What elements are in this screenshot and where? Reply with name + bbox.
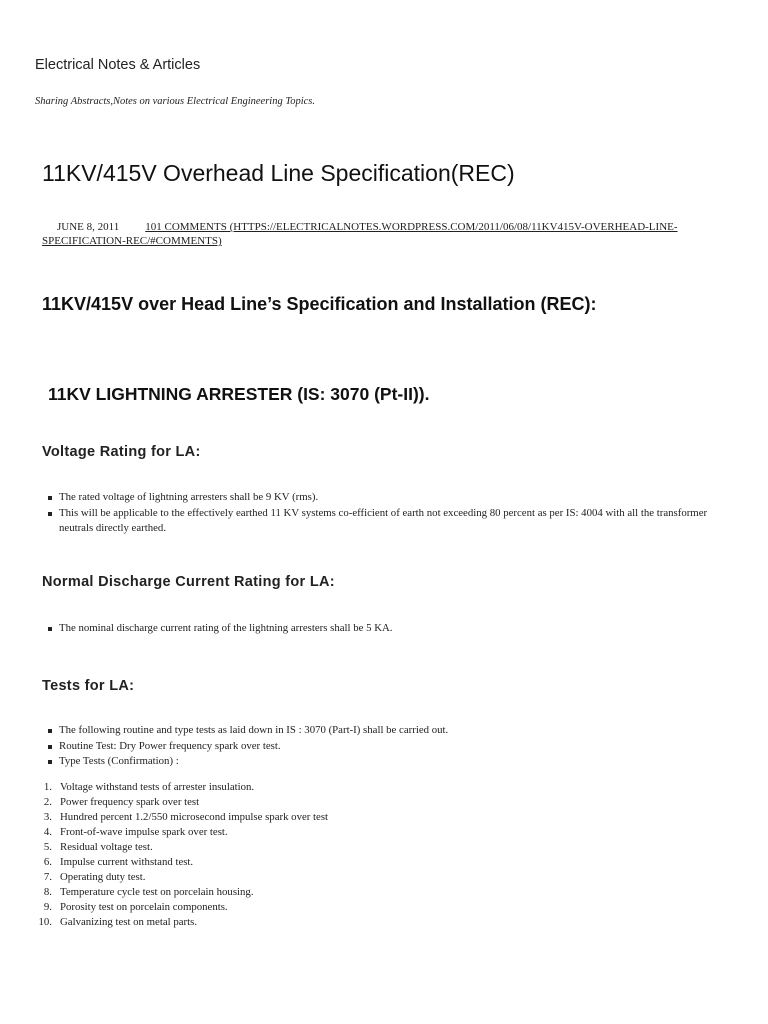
site-title[interactable]: Electrical Notes & Articles [35, 57, 201, 73]
post-date: JUNE 8, 2011 [57, 221, 120, 233]
list-item: This will be applicable to the effectively earthed 11 KV systems co-efficient of earth not exceeding 80 percent as per IS: 4004 with all the transformer neutrals directly earthed. [42, 506, 732, 537]
list-item: The rated voltage of lightning arresters shall be 9 KV (rms). [42, 490, 732, 506]
discharge-rating-heading: Normal Discharge Current Rating for LA: [42, 574, 335, 590]
main-heading: 11KV/415V over Head Line’s Specification and Installation (REC): [42, 294, 597, 314]
list-item: Type Tests (Confirmation) : [42, 754, 732, 770]
list-text: Porosity test on porcelain components. [60, 901, 228, 913]
list-item [20, 780, 620, 795]
list-item [20, 825, 620, 840]
list-text: Galvanizing test on metal parts. [60, 916, 198, 928]
list-item [20, 900, 620, 915]
list-text: Power frequency spark over test [60, 796, 200, 808]
list-text: Front-of-wave impulse spark over test. [60, 826, 228, 838]
list-item: The nominal discharge current rating of the lightning arresters shall be 5 KA. [42, 621, 732, 637]
list-number: 9. [43, 901, 52, 913]
list-number: 8. [43, 886, 52, 898]
list-text: Impulse current withstand test. [60, 856, 194, 868]
list-text: Temperature cycle test on porcelain housing. [60, 886, 254, 898]
tests-heading: Tests for LA: [42, 678, 135, 694]
list-item [20, 795, 620, 810]
list-item [20, 855, 620, 870]
comments-link[interactable]: 101 COMMENTS (HTTPS://ELECTRICALNOTES.WORDPRESS.COM/2011/06/08/11KV415V-OVERHEAD-LINE-SPECIFICATION-REC/#COMMENTS) [42, 221, 678, 247]
list-item [20, 840, 620, 855]
lightning-arrester-heading: 11KV LIGHTNING ARRESTER (IS: 3070 (Pt-II)). [48, 384, 430, 404]
tests-list [42, 723, 732, 770]
list-number: 3. [43, 811, 52, 823]
list-text: Voltage withstand tests of arrester insulation. [60, 781, 255, 793]
post-meta [42, 220, 722, 248]
list-text: Operating duty test. [60, 871, 146, 883]
post-title: 11KV/415V Overhead Line Specification(REC) [42, 160, 515, 186]
site-description: Sharing Abstracts,Notes on various Electrical Engineering Topics. [35, 96, 315, 107]
list-item: The following routine and type tests as laid down in IS : 3070 (Part-I) shall be carried out. [42, 723, 732, 739]
list-number: 5. [43, 841, 52, 853]
list-number: 4. [43, 826, 52, 838]
list-item [20, 810, 620, 825]
list-item [20, 915, 620, 930]
list-text: Hundred percent 1.2/550 microsecond impulse spark over test [60, 811, 329, 823]
list-item: Routine Test: Dry Power frequency spark over test. [42, 739, 732, 755]
list-number: 2. [43, 796, 52, 808]
discharge-rating-list [42, 621, 732, 637]
list-item [20, 870, 620, 885]
list-number: 7. [43, 871, 52, 883]
list-text: Residual voltage test. [60, 841, 153, 853]
list-number: 6. [43, 856, 52, 868]
type-tests-list [20, 780, 620, 930]
list-number: 1. [43, 781, 52, 793]
voltage-rating-list [42, 490, 732, 537]
voltage-rating-heading: Voltage Rating for LA: [42, 444, 201, 460]
list-item [20, 885, 620, 900]
list-number: 10. [38, 916, 52, 928]
